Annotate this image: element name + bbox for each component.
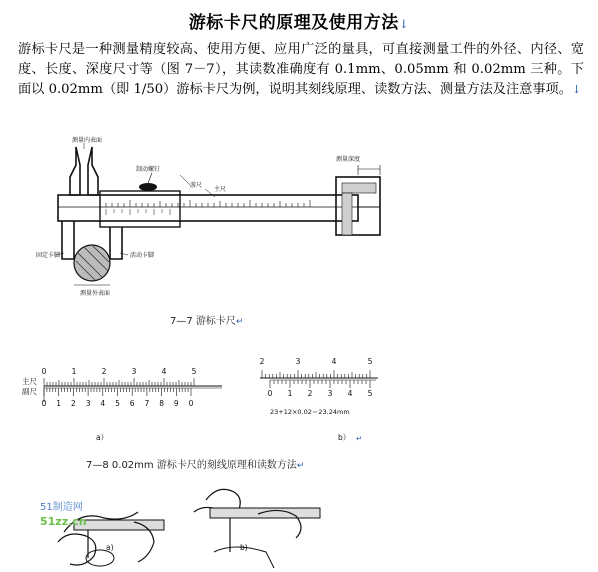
vernier-scale-a-tick-label: 0 <box>188 399 194 408</box>
paragraph-mark-icon: ↵ <box>296 461 305 471</box>
label-outer-surface: 测量外表面 <box>80 290 111 297</box>
paragraph-mark-icon: ↓ <box>398 17 410 31</box>
main-scale-a-tick-label: 2 <box>101 367 107 376</box>
vernier-caliper-figure <box>36 135 400 310</box>
paragraph-mark-icon: ↵ <box>235 317 244 327</box>
figure-7-7-caption <box>170 312 243 327</box>
vernier-scale-b-tick-label: 2 <box>307 389 313 398</box>
label-fixed-jaw: 固定卡脚 <box>36 252 61 259</box>
vernier-scale-a-tick-label: 6 <box>129 399 135 408</box>
document-title <box>0 8 598 33</box>
paragraph-mark-icon: ↓ <box>571 83 582 96</box>
main-scale-b-tick-label: 5 <box>367 357 373 366</box>
vernier-scale-a-tick-label: 3 <box>85 399 91 408</box>
photo-b-label: b) <box>240 543 248 552</box>
label-depth: 测量深度 <box>336 156 361 163</box>
photo-a-label: a) <box>106 543 114 552</box>
intro-paragraph <box>18 40 584 100</box>
main-scale-a-tick-label: 4 <box>161 367 167 376</box>
main-scale-b-tick-label: 4 <box>331 357 337 366</box>
figure-7-8-caption-text: 7—8 0.02mm 游标卡尺的刻线原理和读数方法 <box>86 460 297 471</box>
label-brake-screw: 制动螺钉 <box>136 166 161 173</box>
vernier-scale-label-a: 副尺 <box>22 387 37 396</box>
figure-7-8-caption <box>86 456 304 471</box>
main-scale-b-tick-label: 2 <box>259 357 265 366</box>
watermark-line-2: 51zz.cn <box>40 515 87 528</box>
vernier-scale-a-tick-label: 1 <box>56 399 62 408</box>
reading-formula: 23+12×0.02＝23.24mm <box>270 408 350 416</box>
label-main-scale: 主尺 <box>214 186 227 193</box>
vernier-scale-b-tick-label: 3 <box>327 389 333 398</box>
main-scale-a-tick-label: 3 <box>131 367 137 376</box>
photo-b <box>194 489 320 568</box>
vernier-scale-a-tick-label: 5 <box>115 399 120 408</box>
main-scale-a-tick-label: 1 <box>71 367 77 376</box>
main-scale-a-tick-label: 0 <box>41 367 47 376</box>
paragraph-mark-icon: ↵ <box>356 434 363 443</box>
vernier-scale-b-tick-label: 1 <box>287 389 293 398</box>
site-watermark <box>40 498 87 528</box>
title-text: 游标卡尺的原理及使用方法 <box>188 13 399 33</box>
vernier-scale-a-tick-label: 4 <box>100 399 106 408</box>
label-vernier: 游尺 <box>190 182 203 189</box>
vernier-scale-a-tick-label: 8 <box>159 399 164 408</box>
figure-7-7-caption-text: 7—7 游标卡尺 <box>170 316 236 327</box>
vernier-scale-b-tick-label: 0 <box>267 389 273 398</box>
intro-paragraph-text: 游标卡尺是一种测量精度较高、使用方便、应用广泛的量具，可直接测量工件的外径、内径、宽度、长度、深度尺寸等（图 7－7），其读数准确度有 0.1mm、0.05mm 和 0.02mm 三种。下面以 0.02mm（即 1/50）游标卡尺为例，说明其刻线原理、读数方法、测量方法及注意事项。 <box>18 42 584 97</box>
vernier-scale-diagram-a <box>22 362 232 444</box>
diagram-a-label: a） <box>96 433 109 442</box>
vernier-scale-a-tick-label: 7 <box>144 399 150 408</box>
vernier-scale-diagram-b <box>248 352 388 444</box>
watermark-line-1: 51制造网 <box>40 502 83 513</box>
vernier-scale-a-tick-label: 2 <box>71 399 76 408</box>
main-scale-b-tick-label: 3 <box>295 357 301 366</box>
diagram-b-label: b） <box>338 433 351 442</box>
vernier-scale-a-tick-label: 9 <box>173 399 179 408</box>
main-scale-label-a: 主尺 <box>22 377 37 386</box>
vernier-scale-b-tick-label: 5 <box>367 389 373 398</box>
label-moving-jaw: 活动卡脚 <box>130 252 155 259</box>
vernier-scale-a-tick-label: 0 <box>41 399 47 408</box>
main-scale-a-tick-label: 5 <box>191 367 197 376</box>
label-inner-surface: 测量内表面 <box>72 137 103 144</box>
vernier-scale-b-tick-label: 4 <box>347 389 353 398</box>
